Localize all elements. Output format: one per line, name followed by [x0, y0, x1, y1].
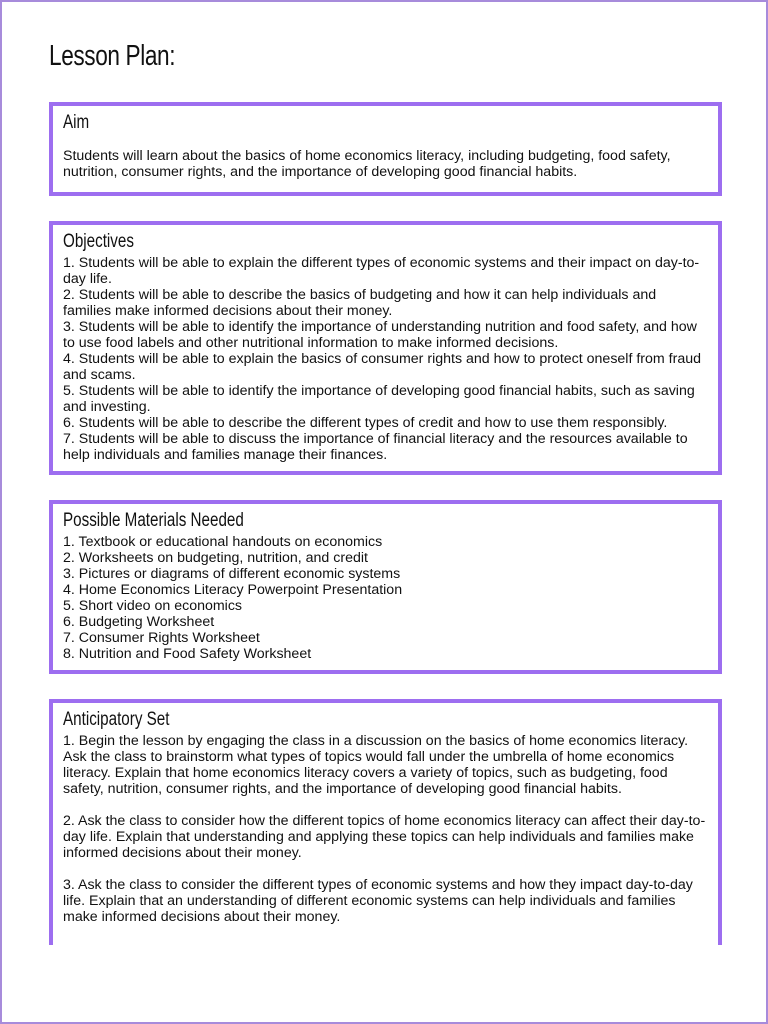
anticipatory-set-paragraph: 3. Ask the class to consider the different types of economic systems and how they impact day-to-day life. Explain that an understanding of different economic systems can help individuals and families make informed decisions about their money.: [63, 877, 693, 925]
objective-item: 3. Students will be able to identify the importance of understanding nutrition and food safety, and how to use food labels and other nutritional information to make informed decisions.: [63, 319, 697, 351]
material-item: 6. Budgeting Worksheet: [63, 614, 215, 630]
objectives-section: [49, 221, 722, 475]
anticipatory-set-heading: Anticipatory Set: [63, 709, 170, 730]
aim-section: [49, 102, 722, 196]
material-item: 7. Consumer Rights Worksheet: [63, 630, 260, 646]
materials-list: [63, 534, 706, 662]
materials-section: [49, 500, 722, 674]
objective-item: 1. Students will be able to explain the different types of economic systems and their impact on day-to-day life.: [63, 255, 700, 287]
anticipatory-set-paragraph: 1. Begin the lesson by engaging the class in a discussion on the basics of home economics literacy. Ask the class to brainstorm what types of topics would fall under the umbrella of home economics literacy. Explain that home economics literacy covers a variety of topics, such as budgeting, food safety, nutrition, consumer rights, and the importance of developing good financial habits.: [63, 733, 689, 797]
aim-heading: Aim: [63, 112, 90, 133]
page-title: Lesson Plan:: [49, 40, 176, 72]
anticipatory-set-section: [49, 699, 722, 945]
objectives-heading: Objectives: [63, 231, 134, 252]
material-item: 3. Pictures or diagrams of different economic systems: [63, 566, 401, 582]
objective-item: 7. Students will be able to discuss the importance of financial literacy and the resources available to help individuals and families manage their finances.: [63, 431, 688, 463]
objective-item: 6. Students will be able to describe the different types of credit and how to use them responsibly.: [63, 415, 668, 431]
material-item: 8. Nutrition and Food Safety Worksheet: [63, 646, 312, 662]
anticipatory-set-paragraph: 2. Ask the class to consider how the different topics of home economics literacy can affect their day-to-day life. Explain that understanding and applying these topics can help individuals and families make informed decisions about their money.: [63, 813, 706, 861]
anticipatory-set-body: [63, 733, 706, 925]
material-item: 2. Worksheets on budgeting, nutrition, and credit: [63, 550, 368, 566]
material-item: 4. Home Economics Literacy Powerpoint Presentation: [63, 582, 403, 598]
aim-text: Students will learn about the basics of home economics literacy, including budgeting, food safety, nutrition, consumer rights, and the importance of developing good financial habits.: [63, 148, 671, 180]
objectives-list: [63, 255, 706, 463]
objective-item: 2. Students will be able to describe the basics of budgeting and how it can help individuals and families make informed decisions about their money.: [63, 287, 657, 319]
objective-item: 5. Students will be able to identify the importance of developing good financial habits, such as saving and investing.: [63, 383, 695, 415]
material-item: 1. Textbook or educational handouts on economics: [63, 534, 383, 550]
material-item: 5. Short video on economics: [63, 598, 243, 614]
materials-heading: Possible Materials Needed: [63, 510, 244, 531]
objective-item: 4. Students will be able to explain the basics of consumer rights and how to protect oneself from fraud and scams.: [63, 351, 702, 383]
